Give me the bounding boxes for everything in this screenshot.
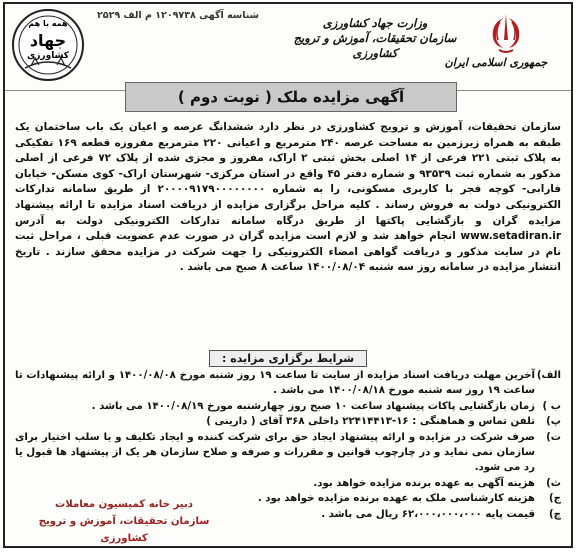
condition-item	[15, 430, 561, 476]
ad-header	[5, 4, 571, 91]
condition-marker: الف)	[536, 370, 561, 381]
ministry-name	[275, 16, 475, 61]
condition-text: هزینه آگهی به عهده برنده مزایده خواهد بود.	[313, 477, 535, 489]
condition-marker: ب )	[542, 400, 561, 412]
condition-item	[15, 368, 561, 399]
condition-marker: ج)	[549, 493, 561, 505]
condition-marker: پ)	[546, 416, 561, 428]
condition-marker: ث)	[546, 477, 561, 489]
condition-text: صرف شرکت در مزایده و ارائه پیشنهاد ایجاد حق برای شرکت کننده و ایجاد تکلیف و یا سلب اختیار برای سازمان نمی نماید و در چارچوب قوانین و مقررات و صرفه و صلاح سازمان هر یک از پیشنهاد ها قبول یا رد می شود.	[15, 431, 535, 474]
condition-item	[15, 414, 561, 429]
ministry-line-2: سازمان تحقیقات، آموزش و ترویج کشاورزی	[293, 31, 457, 60]
condition-item	[15, 476, 561, 491]
ad-body-paragraph: سازمان تحقیقات، آموزش و ترویج کشاورزی در نظر دارد ششدانگ عرصه و اعیان یک باب ساختمان یک طبقه به همراه زیرزمین به مساحت عرصه ۲۴۰ مترمربع و اعیانی ۲۲۰ مترمربع مفروزه قطعه ۱۶۹ تفکیکی به پلاک ثبتی ۲۲۱ فرعی از ۱۴ اصلی بخش ثبتی ۲ اراک، مفروز و مجزی شده از پلاک ۷۲ فرعی از اصلی مذکور به شماره ثبت ۹۳۵۳۹ و شماره دفتر ۴۵ واقع در استان مرکزی- شهرستان اراک- کوی مسکن- خیابان فارابی- کوچه فجر با کاربری مسکونی، را به شماره ۲۰۰۰۰۹۱۷۹۰۰۰۰۰۰۰۰ از طریق سامانه تدارکات الکترونیکی دولت به فروش رساند . کلیه مراحل برگزاری مزایده از دریافت اسناد مزایده تا ارائه پیشنهاد مزایده گران و بازگشایی پاکتها از طریق درگاه سامانه تدارکات الکترونیکی دولت به آدرس www.setadiran.ir انجام خواهد شد و لازم است مزایده گران در صورت عدم عضویت قبلی ، مراحل ثبت نام در سایت مذکور و دریافت گواهی امضاء الکترونیکی را جهت شرکت در مزایده محقق سازند . تاریخ انتشار مزایده در سامانه روز سه شنبه ۱۴۰۰/۰۸/۰۴ ساعت ۸ صبح می باشد .	[15, 121, 562, 274]
condition-text: تلفن تماس و هماهنگی : ۱۶-۲۲۴۱۴۴۱۳ داخلی ۳۶۸ آقای ( دارینی )	[206, 416, 535, 428]
condition-text: زمان بازگشایی پاکات پیشنهاد ساعت ۱۰ صبح روز چهارشنبه مورخ ۱۴۰۰/۰۸/۱۹ می باشد .	[91, 400, 535, 412]
logo-top-text: همه با هم	[28, 19, 68, 28]
signature-block	[19, 496, 229, 547]
condition-text: هزینه کارشناسی ملک به عهده برنده مزایده خواهد بود .	[257, 493, 535, 505]
logo-sub-text: کشاورزی	[27, 51, 69, 61]
condition-text: آخرین مهلت دریافت اسناد مزایده از سایت تا ساعت ۱۹ روز شنبه مورخ ۱۴۰۰/۰۸/۰۸ و ارائه پیشنهادات تا ساعت ۱۹ روز سه شنبه مورخ ۱۴۰۰/۰۸/۱۸ می باشد .	[15, 370, 536, 397]
signature-line-1: دبیر خانه کمیسیون معاملات	[54, 499, 194, 510]
ad-identifier: شناسه آگهی ۱۲۰۹۷۳۸ م الف ۲۵۲۹	[97, 10, 259, 21]
condition-item	[15, 399, 561, 414]
logo-main-text: جهاد	[29, 31, 67, 50]
newspaper-ad	[3, 2, 573, 548]
republic-name: جمهوری اسلامی ایران	[444, 56, 548, 69]
jihad-keshavarzi-logo	[11, 8, 85, 82]
condition-marker: چ)	[549, 508, 561, 520]
condition-marker: ت)	[546, 431, 561, 443]
condition-text: قیمت پایه ۶۲،۰۰۰،۰۰۰،۰۰۰ ریال می باشد .	[321, 508, 535, 520]
signature-line-2: سازمان تحقیقات، آموزش و ترویج کشاورزی	[38, 516, 210, 544]
ad-title: آگهی مزایده ملک ( نوبت دوم )	[125, 82, 457, 112]
ministry-line-1: وزارت جهاد کشاورزی	[322, 16, 428, 30]
conditions-heading-label: شرایط برگزاری مزایده :	[209, 350, 367, 367]
conditions-heading	[5, 350, 571, 367]
iran-emblem-icon	[481, 10, 531, 56]
